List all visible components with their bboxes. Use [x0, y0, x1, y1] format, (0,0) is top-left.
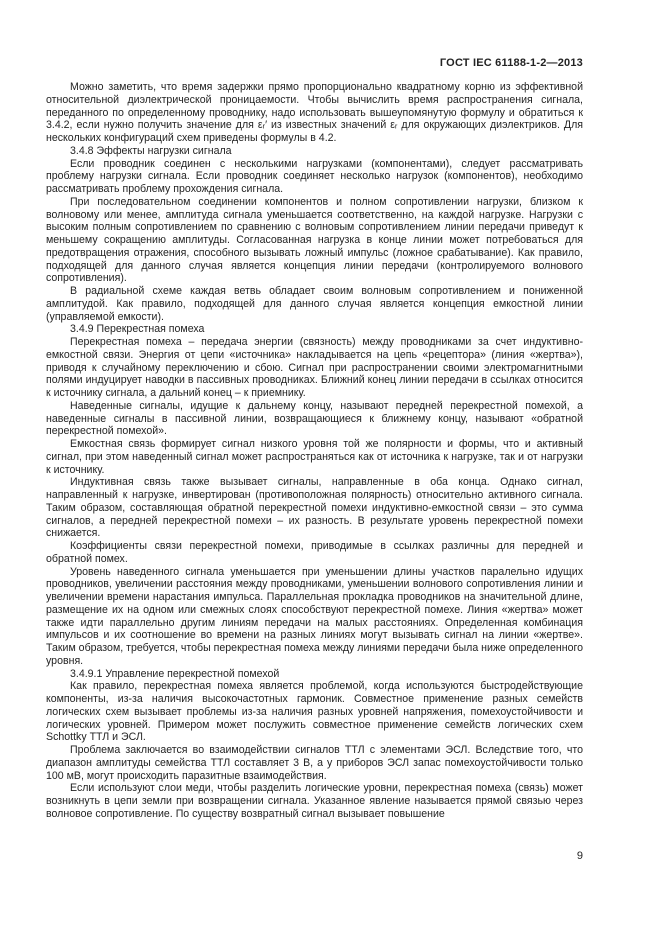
paragraph: Если используют слои меди, чтобы разделить логические уровни, перекрестная помеха (связь) может возникнуть в цепи земли при возвращении сигнала. Указанное явление называется прямой связью через волновое сопротивление. По существу возвратный сигнал вызывает повышение: [46, 782, 583, 820]
paragraph: При последовательном соединении компонентов и полном сопротивлении нагрузки, близком к волновому или менее, амплитуда сигнала уменьшается соответственно, на каждой нагрузке. Нагрузки с высоким полным сопротивлением по сравнению с волновым сопротивлением линии передачи приведут к меньшему сокращению амплитуды. Согласованная нагрузка в конце линии может потребоваться для предотвращения отражения, способного вызывать ложный импульс (ложное срабатывание). Как правило, подходящей для данного случая является концепция линии передачи (контролируемого волнового сопротивления).: [46, 195, 583, 285]
paragraph: Емкостная связь формирует сигнал низкого уровня той же полярности и формы, что и активный сигнал, при этом наведенный сигнал может распространяться как от источника к нагрузке, так и от нагрузки к источнику.: [46, 438, 583, 476]
paragraph: Наведенные сигналы, идущие к дальнему концу, называют передней перекрестной помехой, а наведенные сигналы в пассивной линии, возвращающиеся к ближнему концу, называют «обратной перекрестной помехой».: [46, 399, 583, 438]
standard-designation-header: ГОСТ IEC 61188-1-2—2013: [439, 57, 583, 69]
paragraph: Индуктивная связь также вызывает сигналы, направленные в оба конца. Однако сигнал, направленный к нагрузке, инвертирован (противоположная полярность) относительно активного сигнала. Таким образом, составляющая обратной перекрестной помехи индуктивно-емкостной связи – это сумма сигналов, а передней перекрестной помехи – их разность. В результате уровень перекрестной помехи снижается.: [46, 476, 583, 540]
page-content: [46, 57, 583, 821]
section-heading: 3.4.9.1 Управление перекрестной помехой: [70, 667, 280, 680]
paragraph: В радиальной схеме каждая ветвь обладает своим волновым сопротивлением и пониженной амплитудой. Как правило, подходящей для данного случая является концепция емкостной линии (управляемой емкости).: [46, 285, 583, 323]
paragraph: Перекрестная помеха – передача энергии (связность) между проводниками за счет индуктивно-емкостной связи. Энергия от цепи «источника» накладывается на цепь «рецептора» (линия «жертва»), приводя к случайному переключению и сбою. Сигнал при распространении своими электромагнитными полями индуцирует наводки в пассивных проводниках. Ближний конец линии передачи в ссылках относится к источнику сигнала, а дальний конец – к приемнику.: [46, 336, 583, 399]
paragraph: Уровень наведенного сигнала уменьшается при уменьшении длины участков паралельно идущих проводников, увеличении расстояния между проводниками, уменьшении волнового сопротивления линии и увеличении времени нарастания импульса. Параллельная прокладка проводников на значительной длине, размещение их на одном или смежных слоях способствуют перекрестной помехе. Линия «жертва» может также идти параллельно другим линиям передачи на малых расстояниях. Определенная комбинация импульсов и их соотношение во времени на разных линиях могут вызывать сигнал на линии «жертве». Таким образом, требуется, чтобы перекрестная помеха между линиями передачи была ниже определенного уровня.: [46, 565, 583, 667]
paragraph: Можно заметить, что время задержки прямо пропорционально квадратному корню из эффективной относительной диэлектрической проницаемости. Чтобы вычислить время распространения сигнала, переданного по определенному проводнику, надо использовать вышеупомянутую формулу и обратиться к 3.4.2, если нужно получить значение для εᵣ′ из известных значений εᵣ для окружающих диэлектриков. Для нескольких конфигураций схем приведены формулы в 4.2.: [46, 81, 583, 144]
section-heading: 3.4.8 Эффекты нагрузки сигнала: [70, 144, 232, 157]
section-heading: 3.4.9 Перекрестная помеха: [70, 323, 205, 336]
paragraph: Если проводник соединен с несколькими нагрузками (компонентами), следует рассматривать проблему нагрузки сигнала. Если проводник соединяет несколько нагрузок (компонентов), необходимо рассматривать проблему прохождения сигнала.: [46, 157, 583, 195]
page-number: 9: [576, 850, 583, 862]
paragraph: Коэффициенты связи перекрестной помехи, приводимые в ссылках различны для передней и обратной помех.: [46, 540, 583, 565]
paragraph: Как правило, перекрестная помеха является проблемой, когда используются быстродействующие компоненты, из-за наличия высокочастотных гармоник. Совместное применение разных семейств логических схем вызывает проблемы из-за наличия разных уровней напряжения, помехоустойчивости и логических уровней. Примером может послужить совместное применение семейств логических схем Schottky ТТЛ и ЭСЛ.: [46, 680, 583, 744]
paragraph: Проблема заключается во взаимодействии сигналов ТТЛ с элементами ЭСЛ. Вследствие того, что диапазон амплитуды семейства ТТЛ составляет 3 В, а у приборов ЭСЛ запас помехоустойчивости только 100 мВ, могут происходить паразитные взаимодействия.: [46, 744, 583, 782]
